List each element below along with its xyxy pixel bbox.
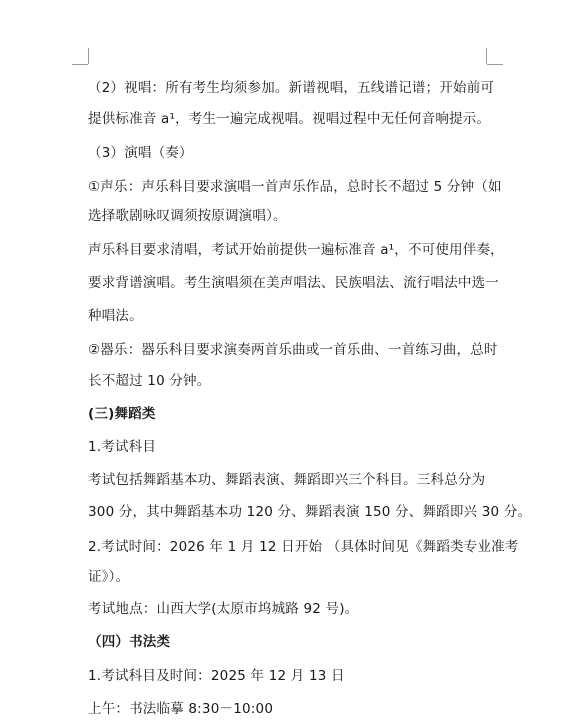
section-heading-calligraphy: （四）书法类 (88, 634, 171, 650)
text-line: 考试包括舞蹈基本功、舞蹈表演、舞蹈即兴三个科目。三科总分为 (88, 472, 486, 488)
text-line: 种唱法。 (88, 308, 143, 324)
text-line: 上午：书法临摹 8:30－10:00 (88, 701, 274, 717)
subheading-performance: （3）演唱（奏） (88, 145, 193, 161)
text-line: 2.考试时间：2026 年 1 月 12 日开始 （具体时间见《舞蹈类专业准考 (88, 539, 519, 555)
text-line: 1.考试科目及时间：2025 年 12 月 13 日 (88, 668, 345, 684)
crop-mark-right-horizontal (487, 64, 503, 65)
text-line: 300 分，其中舞蹈基本功 120 分、舞蹈表演 150 分、舞蹈即兴 30 分。 (88, 504, 532, 520)
text-line: 声乐科目要求清唱，考试开始前提供一遍标准音 a¹，不可使用伴奏， (88, 242, 504, 258)
text-line: ①声乐：声乐科目要求演唱一首声乐作品，总时长不超过 5 分钟（如 (88, 179, 502, 195)
subheading-exam-subjects: 1.考试科目 (88, 439, 157, 455)
text-line: 长不超过 10 分钟。 (88, 373, 211, 389)
text-line: 要求背谱演唱。考生演唱须在美声唱法、民族唱法、流行唱法中选一 (88, 275, 499, 291)
crop-mark-left-horizontal (72, 64, 88, 65)
text-line: 考试地点：山西大学(太原市坞城路 92 号)。 (88, 601, 359, 617)
text-line: ②器乐：器乐科目要求演奏两首乐曲或一首乐曲、一首练习曲，总时 (88, 342, 498, 358)
crop-mark-left-vertical (88, 48, 89, 64)
text-line: 证》）。 (88, 569, 130, 585)
crop-mark-right-vertical (486, 48, 487, 64)
text-line: 提供标准音 a¹，考生一遍完成视唱。视唱过程中无任何音响提示。 (88, 111, 491, 127)
section-heading-dance: (三)舞蹈类 (88, 406, 156, 422)
text-line: （2）视唱：所有考生均须参加。新谱视唱，五线谱记谱；开始前可 (88, 80, 495, 96)
text-line: 选择歌剧咏叹调须按原调演唱）。 (88, 208, 287, 224)
